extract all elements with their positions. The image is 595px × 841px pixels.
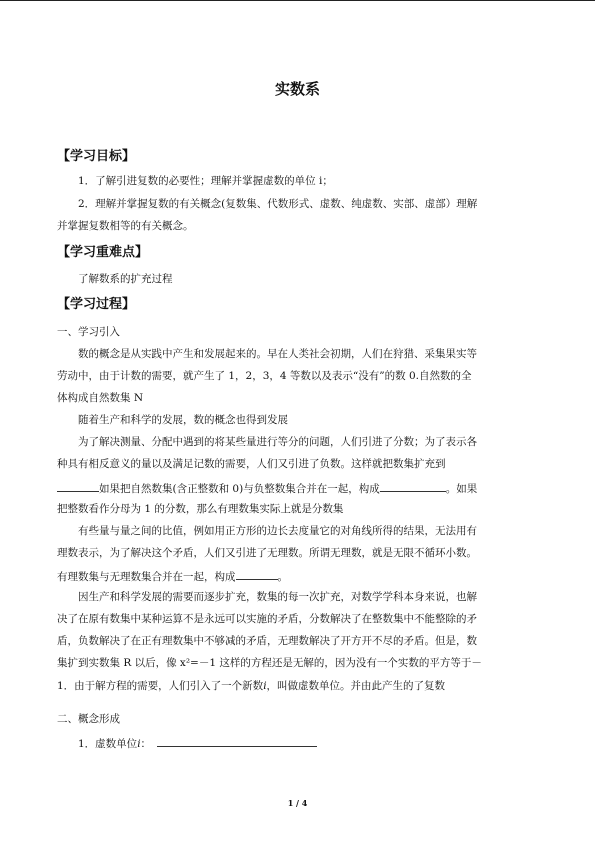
paragraph-line: 数的概念是从实践中产生和发展起来的。早在人类社会初期，人们在狩猎、采集果实等 bbox=[78, 348, 477, 360]
paragraph-line: 理数表示，为了解决这个矛盾，人们又引进了无理数。所谓无理数，就是无限不循环小数。 bbox=[57, 547, 477, 559]
fill-blank-2[interactable] bbox=[380, 480, 446, 492]
imaginary-unit-symbol: i bbox=[137, 738, 141, 750]
paragraph-line bbox=[57, 679, 445, 693]
paragraph-line: 随着生产和科学的发展，数的概念也得到发展 bbox=[78, 414, 288, 426]
concept-label: 1．虚数单位 bbox=[78, 738, 138, 750]
paragraph-line: 因生产和科学发展的需要而逐步扩充，数集的每一次扩充，对数学学科本身来说，也解 bbox=[78, 591, 477, 603]
page-number: 1 / 4 bbox=[287, 798, 308, 808]
paragraph-text: 。 bbox=[277, 571, 288, 583]
concept-item-1 bbox=[78, 735, 317, 751]
paragraph-text: 有理数集与无理数集合并在一起，构成 bbox=[57, 571, 236, 583]
part1-heading: 一、学习引入 bbox=[57, 326, 120, 338]
paragraph-line: 劳动中，由于计数的需要，就产生了 1，2，3，4 等数以及表示“没有”的数 0.自然数的全 bbox=[57, 370, 472, 382]
section-heading-key-points: 【学习重难点】 bbox=[57, 245, 149, 260]
paragraph-line: 把整数看作分母为 1 的分数，那么有理数集实际上就是分数集 bbox=[57, 503, 344, 515]
page-title: 实数系 bbox=[274, 80, 320, 98]
fill-blank-1[interactable] bbox=[57, 480, 99, 492]
paragraph-line: 为了解决测量、分配中遇到的将某些量进行等分的问题，人们引进了分数；为了表示各 bbox=[78, 436, 477, 448]
section-heading-process: 【学习过程】 bbox=[57, 297, 136, 312]
paragraph-line: 集扩到实数集 R 以后，像 x²=－1 这样的方程还是无解的，因为没有一个实数的平方等于－ bbox=[57, 657, 482, 669]
paragraph-line: 盾，负数解决了在正有理数集中不够减的矛盾，无理数解决了开方开不尽的矛盾。但是，数 bbox=[57, 635, 477, 647]
fill-blank-3[interactable] bbox=[236, 568, 278, 580]
paragraph-text: 1．由于解方程的需要，人们引入了一个新数 bbox=[57, 680, 264, 692]
paragraph-line-with-blanks bbox=[57, 480, 477, 496]
paragraph-line: 种具有相反意义的量以及满足记数的需要，人们又引进了负数。这样就把数集扩充到 bbox=[57, 458, 446, 470]
paragraph-line: 有些量与量之间的比值，例如用正方形的边长去度量它的对角线所得的结果，无法用有 bbox=[78, 525, 477, 537]
paragraph-line: 体构成自然数集 N bbox=[57, 392, 144, 404]
key-points-text: 了解数系的扩充过程 bbox=[78, 273, 173, 285]
goal-item-2-line-2: 并掌握复数相等的有关概念。 bbox=[57, 220, 194, 232]
colon: ： bbox=[140, 738, 152, 750]
paragraph-line: 决了在原有数集中某种运算不是永远可以实施的矛盾，分数解决了在整数集中不能整除的矛 bbox=[57, 613, 477, 625]
paragraph-text: 如果把自然数集(含正整数和 0)与负整数集合并在一起，构成 bbox=[99, 483, 380, 495]
imaginary-unit-symbol: i bbox=[263, 680, 267, 692]
paragraph-line-with-blank bbox=[57, 568, 288, 584]
header-rule bbox=[0, 0, 595, 1]
paragraph-text: 。如果 bbox=[445, 483, 478, 495]
goal-item-2-line-1: 2．理解并掌握复数的有关概念(复数集、代数形式、虚数、纯虚数、实部、虚部）理解 bbox=[78, 198, 478, 210]
fill-blank-4[interactable] bbox=[157, 735, 317, 747]
paragraph-text: ，叫做虚数单位。并由此产生的了复数 bbox=[266, 680, 446, 692]
goal-item-1: 1．了解引进复数的必要性；理解并掌握虚数的单位 i； bbox=[78, 175, 333, 187]
part2-heading: 二、概念形成 bbox=[57, 713, 120, 725]
section-heading-goals: 【学习目标】 bbox=[57, 149, 136, 164]
